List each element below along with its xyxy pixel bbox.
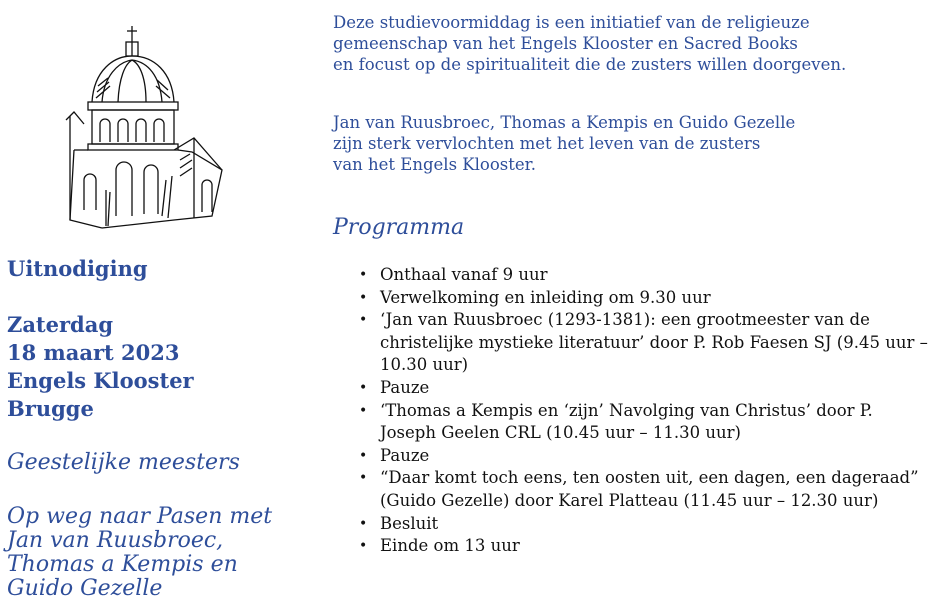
intro-line: en focust op de spiritualiteit die de zusters willen doorgeven. <box>333 55 847 74</box>
program-item-text: ‘Thomas a Kempis en ‘zijn’ Navolging van Christus’ door P. Joseph Geelen CRL (10.45 uur – 11.30 uur) <box>380 400 873 443</box>
bullet-icon: • <box>359 289 368 306</box>
program-item <box>359 264 932 287</box>
intro-line: zijn sterk vervlochten met het leven van de zusters <box>333 134 761 153</box>
program-item-text: Pauze <box>380 377 430 397</box>
intro-paragraph-1 <box>333 12 846 75</box>
bullet-icon: • <box>359 470 368 487</box>
program-item-text: ‘Jan van Ruusbroec (1293-1381): een grootmeester van de christelijke mystieke literatuur’ door P. Rob Faesen SJ (9.45 uur – 10.30 uur) <box>380 310 928 375</box>
program-item <box>359 467 932 512</box>
city: Brugge <box>7 396 94 421</box>
program-item-text: Onthaal vanaf 9 uur <box>380 265 548 284</box>
bullet-icon: • <box>359 312 368 329</box>
bullet-icon: • <box>359 379 368 396</box>
program-item <box>359 309 932 377</box>
program-item <box>359 445 932 468</box>
theme-line: Thomas a Kempis en <box>7 552 238 577</box>
intro-paragraph-2 <box>333 112 795 175</box>
event-details <box>7 311 194 423</box>
church-dome-drawing <box>62 20 232 235</box>
program-item <box>359 287 932 310</box>
intro-line: van het Engels Klooster. <box>333 155 536 174</box>
bullet-icon: • <box>359 402 368 419</box>
program-item <box>359 513 932 536</box>
venue: Engels Klooster <box>7 368 194 393</box>
bullet-icon: • <box>359 267 368 283</box>
intro-line: Jan van Ruusbroec, Thomas a Kempis en Guido Gezelle <box>333 113 796 132</box>
program-item-text: Verwelkoming en inleiding om 9.30 uur <box>380 287 711 307</box>
theme-line: Jan van Ruusbroec, <box>7 528 224 553</box>
program-title: Programma <box>333 215 465 240</box>
program-item <box>359 535 932 558</box>
date-day: Zaterdag <box>7 312 114 337</box>
bullet-icon: • <box>359 538 368 555</box>
bullet-icon: • <box>359 515 368 532</box>
theme-line: Op weg naar Pasen met <box>7 504 273 529</box>
intro-line: gemeenschap van het Engels Klooster en Sacred Books <box>333 34 798 53</box>
program-item-text: Besluit <box>380 513 439 533</box>
program-item <box>359 400 932 445</box>
invitation-heading: Uitnodiging <box>7 256 148 281</box>
theme-line: Guido Gezelle <box>7 576 163 601</box>
date-full: 18 maart 2023 <box>7 340 180 365</box>
program-item-text: Pauze <box>380 445 430 465</box>
program-item <box>359 377 932 400</box>
program-list <box>359 264 932 558</box>
program-item-text: Einde om 13 uur <box>380 536 520 556</box>
subtitle: Geestelijke meesters <box>7 450 240 475</box>
program-item-text: “Daar komt toch eens, ten oosten uit, een dagen, een dageraad” (Guido Gezelle) door Karel Platteau (11.45 uur – 12.30 uur) <box>380 468 919 510</box>
bullet-icon: • <box>359 447 368 464</box>
intro-line: Deze studievoormiddag is een initiatief van de religieuze <box>333 13 810 32</box>
theme <box>7 505 272 601</box>
